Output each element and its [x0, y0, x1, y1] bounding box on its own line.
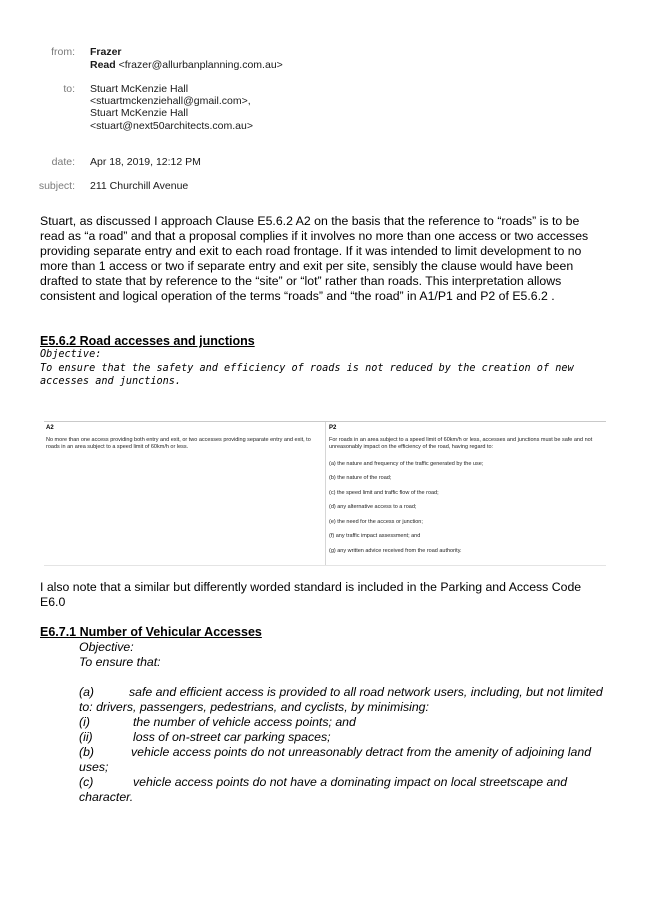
to-recipient-1-email[interactable]: <stuartmckenziehall@gmail.com>,	[90, 95, 251, 107]
section-2-objective-label: Objective:	[79, 640, 134, 654]
body-paragraph-1: Stuart, as discussed I approach Clause E5.6.2 A2 on the basis that the reference to “roads” is to be read as “a road” and that a proposal complies if it involves no more than one access or two accesses providing separate entry and exit to each road frontage. If it was intended to limit development to no more than 1 access or two if separate entry and exit per site, sensibly the clause would have been drafted to state that by reference to the “site” or “lot” rather than roads. This interpretation allows consistent and logical operation of the terms “roads” and “the road” in A1/P1 and P2 of E5.6.2 .	[40, 214, 589, 303]
section-1-objective-text: To ensure that the safety and efficiency of roads is not reduced by the creation of new accesses and junctions.	[40, 363, 574, 387]
section-2-title	[40, 625, 262, 639]
section-1-title-text: E5.6.2 Road accesses and junctions	[40, 334, 255, 348]
from-name-first: Frazer	[90, 46, 122, 58]
item-text: the number of vehicle access points; and	[133, 715, 356, 729]
item-text: loss of on-street car parking spaces;	[133, 730, 331, 744]
item-label: (i)	[79, 715, 90, 729]
acceptable-solution-column	[44, 422, 326, 565]
date-label: date:	[51, 156, 75, 168]
objective-item-c	[79, 775, 604, 805]
objective-item-ii	[79, 730, 604, 745]
from-label: from:	[51, 46, 75, 58]
item-label: (a)	[79, 685, 95, 699]
item-text: vehicle access points do not have a dominating impact on local streetscape and character.	[79, 775, 568, 804]
item-text: vehicle access points do not unreasonably detract from the amenity of adjoining land uses;	[79, 745, 592, 774]
p2-item-c: (c) the speed limit and traffic flow of the road;	[329, 490, 439, 496]
section-1-objective-label: Objective:	[40, 349, 102, 360]
item-text: safe and efficient access is provided to all road network users, including, but not limited to: drivers, passengers, pedestrians, and cyclists, by minimising:	[79, 685, 603, 714]
item-label: (b)	[79, 745, 95, 759]
p2-item-a: (a) the nature and frequency of the traffic generated by the use;	[329, 461, 484, 467]
item-label: (c)	[79, 775, 94, 789]
from-name-last: Read	[90, 59, 116, 71]
a2-heading: A2	[46, 425, 54, 431]
to-recipient-2-email[interactable]: <stuart@next50architects.com.au>	[90, 120, 253, 132]
section-1-title	[40, 334, 255, 348]
section-2-title-text: E6.7.1 Number of Vehicular Accesses	[40, 625, 262, 639]
p2-text: For roads in an area subject to a speed limit of 60km/h or less, accesses and junctions must be safe and not unreasonably impact on the efficiency of the road, having regard to:	[329, 437, 593, 450]
to-recipient-1-name: Stuart McKenzie Hall	[90, 83, 189, 95]
section-2-intro: To ensure that:	[79, 655, 161, 669]
to-label: to:	[63, 83, 75, 95]
objective-item-b	[79, 745, 604, 775]
from-email[interactable]: <frazer@allurbanplanning.com.au>	[118, 59, 283, 71]
p2-item-f: (f) any traffic impact assessment; and	[329, 533, 421, 539]
a2-text: No more than one access providing both entry and exit, or two accesses providing separate entry and exit, to roads in an area subject to a speed limit of 60km/h or less.	[46, 437, 311, 450]
p2-item-e: (e) the need for the access or junction;	[329, 519, 423, 525]
date-value: Apr 18, 2019, 12:12 PM	[90, 156, 201, 168]
objective-item-i	[79, 715, 604, 730]
subject-label: subject:	[38, 180, 75, 192]
standards-table	[44, 421, 606, 566]
p2-heading: P2	[329, 425, 337, 431]
to-recipient-2-name: Stuart McKenzie Hall	[90, 107, 189, 119]
p2-item-d: (d) any alternative access to a road;	[329, 504, 417, 510]
performance-criteria-column	[327, 422, 606, 565]
objective-item-a	[79, 685, 604, 715]
p2-item-g: (g) any written advice received from the road authority.	[329, 548, 462, 554]
item-label: (ii)	[79, 730, 93, 744]
body-paragraph-2: I also note that a similar but differently worded standard is included in the Parking and Access Code E6.0	[40, 580, 582, 609]
p2-item-b: (b) the nature of the road;	[329, 475, 392, 481]
from-line-2	[90, 59, 283, 72]
subject-value: 211 Churchill Avenue	[90, 180, 189, 192]
